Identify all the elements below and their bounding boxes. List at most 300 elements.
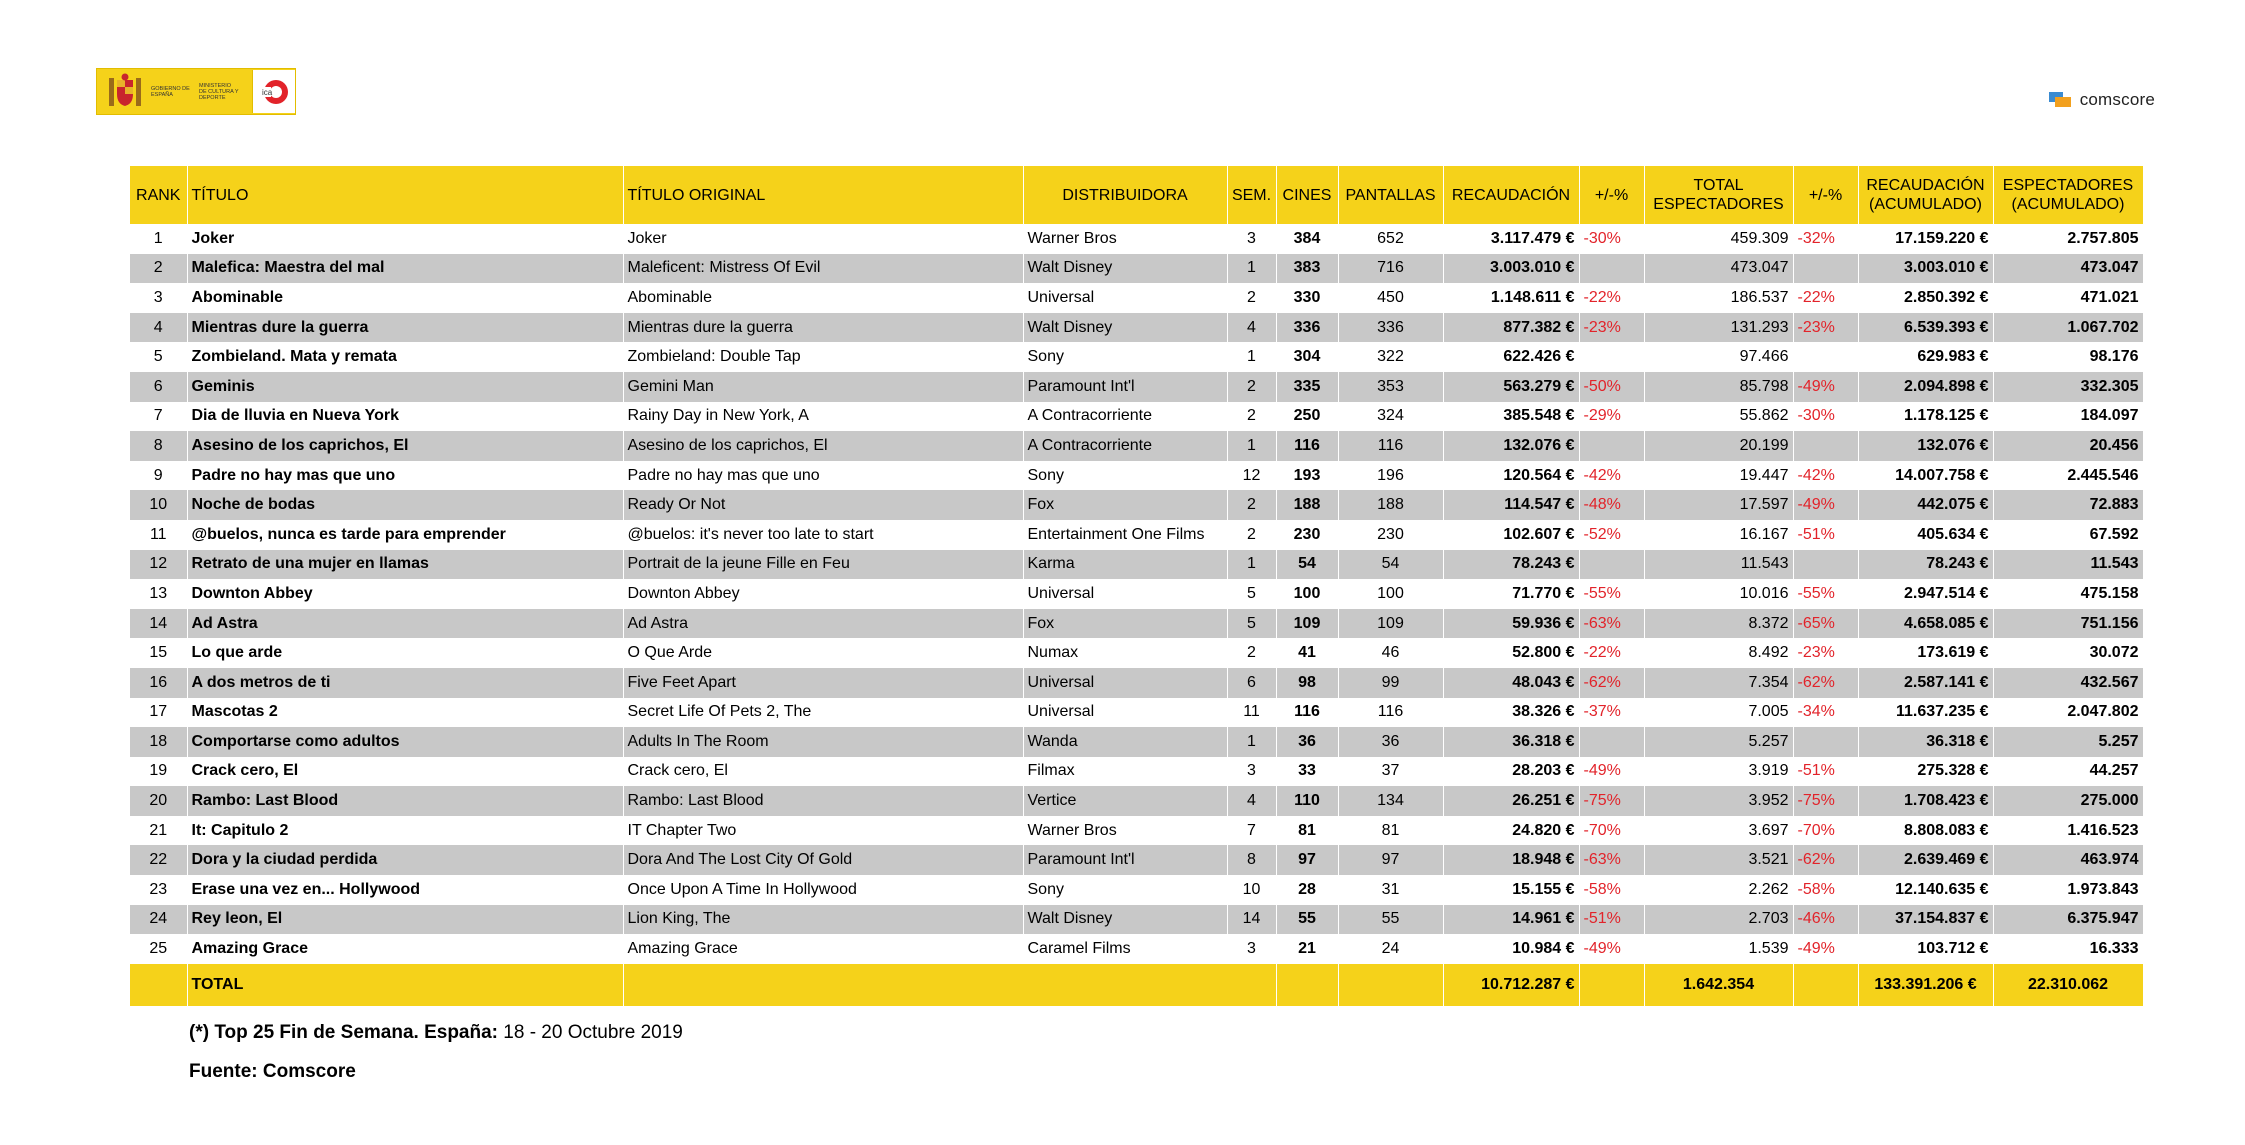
row-recaudacion-acumulado: 173.619 € — [1858, 638, 1993, 668]
row-titulo: Lo que arde — [187, 638, 623, 668]
row-pct-recaudacion: -49% — [1579, 757, 1644, 787]
row-rank: 8 — [130, 431, 187, 461]
row-distribuidora: Warner Bros — [1023, 224, 1227, 254]
row-pantallas: 97 — [1338, 845, 1443, 875]
row-espectadores-acumulado: 67.592 — [1993, 520, 2143, 550]
row-rank: 16 — [130, 668, 187, 698]
row-pct-espectadores: -30% — [1793, 402, 1858, 432]
row-pantallas: 353 — [1338, 372, 1443, 402]
row-rank: 23 — [130, 875, 187, 905]
row-recaudacion: 1.148.611 € — [1443, 283, 1579, 313]
row-pantallas: 230 — [1338, 520, 1443, 550]
row-titulo: Noche de bodas — [187, 490, 623, 520]
row-titulo: Mientras dure la guerra — [187, 313, 623, 343]
total-espectadores: 1.642.354 — [1644, 964, 1793, 1006]
row-espectadores-acumulado: 473.047 — [1993, 254, 2143, 284]
row-recaudacion: 132.076 € — [1443, 431, 1579, 461]
row-recaudacion-acumulado: 17.159.220 € — [1858, 224, 1993, 254]
row-titulo: Joker — [187, 224, 623, 254]
row-titulo-original: Five Feet Apart — [623, 668, 1023, 698]
total-label: TOTAL — [187, 964, 623, 1006]
row-distribuidora: Universal — [1023, 579, 1227, 609]
row-distribuidora: Fox — [1023, 609, 1227, 639]
icaa-logo — [252, 70, 295, 113]
row-cines: 335 — [1276, 372, 1338, 402]
row-pantallas: 716 — [1338, 254, 1443, 284]
row-pct-espectadores: -23% — [1793, 313, 1858, 343]
row-titulo-original: Once Upon A Time In Hollywood — [623, 875, 1023, 905]
row-pantallas: 24 — [1338, 934, 1443, 964]
period-note-label: (*) Top 25 Fin de Semana. España: — [189, 1022, 498, 1043]
table-row — [130, 727, 2143, 757]
table-row — [130, 372, 2143, 402]
row-recaudacion-acumulado: 36.318 € — [1858, 727, 1993, 757]
col-distribuidora: DISTRIBUIDORA — [1023, 166, 1227, 224]
row-sem: 11 — [1227, 698, 1276, 728]
row-pantallas: 46 — [1338, 638, 1443, 668]
table-row — [130, 609, 2143, 639]
row-sem: 3 — [1227, 224, 1276, 254]
row-espectadores: 55.862 — [1644, 402, 1793, 432]
gobierno-label: GOBIERNO DE ESPAÑA — [151, 85, 190, 98]
col-espectadores-acumulado-line1: ESPECTADORES — [2002, 177, 2134, 194]
row-pantallas: 36 — [1338, 727, 1443, 757]
col-titulo-original: TÍTULO ORIGINAL — [623, 166, 1023, 224]
table-row — [130, 875, 2143, 905]
row-rank: 2 — [130, 254, 187, 284]
row-cines: 28 — [1276, 875, 1338, 905]
row-titulo: Amazing Grace — [187, 934, 623, 964]
row-cines: 304 — [1276, 342, 1338, 372]
table-row — [130, 668, 2143, 698]
row-pantallas: 54 — [1338, 550, 1443, 580]
row-rank: 18 — [130, 727, 187, 757]
row-sem: 3 — [1227, 757, 1276, 787]
row-pantallas: 450 — [1338, 283, 1443, 313]
row-distribuidora: A Contracorriente — [1023, 402, 1227, 432]
row-titulo-original: Joker — [623, 224, 1023, 254]
row-espectadores: 97.466 — [1644, 342, 1793, 372]
row-distribuidora: Universal — [1023, 698, 1227, 728]
row-recaudacion-acumulado: 3.003.010 € — [1858, 254, 1993, 284]
table-row — [130, 845, 2143, 875]
row-pct-espectadores: -65% — [1793, 609, 1858, 639]
row-pct-espectadores — [1793, 727, 1858, 757]
row-titulo: Erase una vez en... Hollywood — [187, 875, 623, 905]
row-distribuidora: Walt Disney — [1023, 313, 1227, 343]
row-recaudacion: 36.318 € — [1443, 727, 1579, 757]
row-pantallas: 109 — [1338, 609, 1443, 639]
row-espectadores: 8.372 — [1644, 609, 1793, 639]
row-titulo-original: Rainy Day in New York, A — [623, 402, 1023, 432]
row-pantallas: 652 — [1338, 224, 1443, 254]
box-office-table — [130, 166, 2144, 1006]
row-rank: 25 — [130, 934, 187, 964]
table-row — [130, 461, 2143, 491]
row-pct-recaudacion: -55% — [1579, 579, 1644, 609]
row-titulo-original: Lion King, The — [623, 905, 1023, 935]
row-recaudacion: 3.003.010 € — [1443, 254, 1579, 284]
comscore-label: comscore — [2079, 90, 2155, 109]
row-sem: 12 — [1227, 461, 1276, 491]
row-titulo-original: Portrait de la jeune Fille en Feu — [623, 550, 1023, 580]
row-recaudacion: 38.326 € — [1443, 698, 1579, 728]
row-titulo-original: Adults In The Room — [623, 727, 1023, 757]
row-pct-espectadores — [1793, 431, 1858, 461]
row-sem: 4 — [1227, 313, 1276, 343]
row-rank: 24 — [130, 905, 187, 935]
row-recaudacion: 14.961 € — [1443, 905, 1579, 935]
row-titulo: A dos metros de ti — [187, 668, 623, 698]
row-distribuidora: Universal — [1023, 283, 1227, 313]
row-recaudacion-acumulado: 1.178.125 € — [1858, 402, 1993, 432]
row-titulo: Crack cero, El — [187, 757, 623, 787]
row-pct-recaudacion: -49% — [1579, 934, 1644, 964]
row-cines: 33 — [1276, 757, 1338, 787]
row-espectadores: 8.492 — [1644, 638, 1793, 668]
row-sem: 2 — [1227, 520, 1276, 550]
row-pct-espectadores: -51% — [1793, 520, 1858, 550]
row-recaudacion: 15.155 € — [1443, 875, 1579, 905]
row-pct-espectadores: -51% — [1793, 757, 1858, 787]
row-titulo-original: @buelos: it's never too late to start — [623, 520, 1023, 550]
row-pct-espectadores — [1793, 254, 1858, 284]
row-rank: 21 — [130, 816, 187, 846]
row-espectadores-acumulado: 332.305 — [1993, 372, 2143, 402]
row-distribuidora: Warner Bros — [1023, 816, 1227, 846]
row-titulo: Downton Abbey — [187, 579, 623, 609]
row-espectadores-acumulado: 432.567 — [1993, 668, 2143, 698]
col-total-espectadores-line2: ESPECTADORES — [1653, 196, 1784, 213]
row-pct-recaudacion: -51% — [1579, 905, 1644, 935]
row-pantallas: 324 — [1338, 402, 1443, 432]
row-titulo-original: O Que Arde — [623, 638, 1023, 668]
row-sem: 2 — [1227, 638, 1276, 668]
row-espectadores: 85.798 — [1644, 372, 1793, 402]
row-sem: 3 — [1227, 934, 1276, 964]
row-recaudacion-acumulado: 8.808.083 € — [1858, 816, 1993, 846]
row-cines: 330 — [1276, 283, 1338, 313]
row-titulo-original: Ad Astra — [623, 609, 1023, 639]
row-cines: 230 — [1276, 520, 1338, 550]
row-recaudacion-acumulado: 6.539.393 € — [1858, 313, 1993, 343]
col-recaudacion-acumulado-line1: RECAUDACIÓN — [1866, 177, 1985, 194]
row-rank: 12 — [130, 550, 187, 580]
row-espectadores-acumulado: 751.156 — [1993, 609, 2143, 639]
row-titulo: Ad Astra — [187, 609, 623, 639]
row-recaudacion-acumulado: 103.712 € — [1858, 934, 1993, 964]
row-espectadores: 459.309 — [1644, 224, 1793, 254]
row-pantallas: 81 — [1338, 816, 1443, 846]
row-pct-recaudacion: -52% — [1579, 520, 1644, 550]
row-sem: 5 — [1227, 579, 1276, 609]
row-distribuidora: Entertainment One Films — [1023, 520, 1227, 550]
col-pct-recaudacion: +/-% — [1579, 166, 1644, 224]
row-cines: 36 — [1276, 727, 1338, 757]
row-sem: 2 — [1227, 490, 1276, 520]
row-sem: 6 — [1227, 668, 1276, 698]
svg-text:ica: ica — [262, 87, 273, 97]
gobierno-ministerio-logo — [96, 68, 296, 115]
row-rank: 3 — [130, 283, 187, 313]
row-rank: 6 — [130, 372, 187, 402]
row-recaudacion-acumulado: 629.983 € — [1858, 342, 1993, 372]
row-sem: 8 — [1227, 845, 1276, 875]
total-recaudacion: 10.712.287 € — [1443, 964, 1579, 1006]
row-recaudacion-acumulado: 1.708.423 € — [1858, 786, 1993, 816]
table-row — [130, 638, 2143, 668]
row-cines: 97 — [1276, 845, 1338, 875]
row-cines: 336 — [1276, 313, 1338, 343]
row-recaudacion-acumulado: 2.639.469 € — [1858, 845, 1993, 875]
col-recaudacion: RECAUDACIÓN — [1443, 166, 1579, 224]
table-row — [130, 934, 2143, 964]
period-note-dates: 18 - 20 Octubre 2019 — [503, 1022, 683, 1043]
row-rank: 1 — [130, 224, 187, 254]
row-pct-espectadores: -34% — [1793, 698, 1858, 728]
row-pct-espectadores: -49% — [1793, 490, 1858, 520]
row-sem: 2 — [1227, 283, 1276, 313]
row-recaudacion-acumulado: 405.634 € — [1858, 520, 1993, 550]
row-espectadores: 7.005 — [1644, 698, 1793, 728]
row-recaudacion-acumulado: 132.076 € — [1858, 431, 1993, 461]
row-distribuidora: Paramount Int'l — [1023, 372, 1227, 402]
row-titulo: Zombieland. Mata y remata — [187, 342, 623, 372]
row-pct-recaudacion — [1579, 727, 1644, 757]
row-sem: 4 — [1227, 786, 1276, 816]
row-espectadores-acumulado: 5.257 — [1993, 727, 2143, 757]
row-espectadores-acumulado: 44.257 — [1993, 757, 2143, 787]
row-distribuidora: Walt Disney — [1023, 254, 1227, 284]
row-cines: 250 — [1276, 402, 1338, 432]
row-espectadores-acumulado: 98.176 — [1993, 342, 2143, 372]
row-recaudacion: 18.948 € — [1443, 845, 1579, 875]
col-total-espectadores-line1: TOTAL — [1693, 177, 1744, 194]
row-rank: 13 — [130, 579, 187, 609]
row-rank: 15 — [130, 638, 187, 668]
row-pct-recaudacion: -23% — [1579, 313, 1644, 343]
row-cines: 383 — [1276, 254, 1338, 284]
row-pct-espectadores: -70% — [1793, 816, 1858, 846]
row-recaudacion-acumulado: 12.140.635 € — [1858, 875, 1993, 905]
row-recaudacion: 71.770 € — [1443, 579, 1579, 609]
row-rank: 9 — [130, 461, 187, 491]
row-pantallas: 116 — [1338, 431, 1443, 461]
row-cines: 110 — [1276, 786, 1338, 816]
row-pct-espectadores: -49% — [1793, 372, 1858, 402]
table-row — [130, 283, 2143, 313]
table-row — [130, 905, 2143, 935]
row-espectadores: 2.262 — [1644, 875, 1793, 905]
row-recaudacion-acumulado: 2.850.392 € — [1858, 283, 1993, 313]
row-pct-espectadores: -75% — [1793, 786, 1858, 816]
row-cines: 100 — [1276, 579, 1338, 609]
row-rank: 11 — [130, 520, 187, 550]
row-recaudacion: 10.984 € — [1443, 934, 1579, 964]
row-pantallas: 116 — [1338, 698, 1443, 728]
row-sem: 5 — [1227, 609, 1276, 639]
row-cines: 55 — [1276, 905, 1338, 935]
row-rank: 10 — [130, 490, 187, 520]
row-pct-espectadores: -49% — [1793, 934, 1858, 964]
row-recaudacion-acumulado: 442.075 € — [1858, 490, 1993, 520]
row-rank: 22 — [130, 845, 187, 875]
row-sem: 1 — [1227, 254, 1276, 284]
row-rank: 4 — [130, 313, 187, 343]
row-espectadores-acumulado: 471.021 — [1993, 283, 2143, 313]
row-espectadores-acumulado: 463.974 — [1993, 845, 2143, 875]
row-espectadores: 17.597 — [1644, 490, 1793, 520]
table-row — [130, 402, 2143, 432]
row-cines: 98 — [1276, 668, 1338, 698]
row-pct-recaudacion: -63% — [1579, 845, 1644, 875]
row-espectadores: 473.047 — [1644, 254, 1793, 284]
row-recaudacion: 877.382 € — [1443, 313, 1579, 343]
row-pct-recaudacion: -22% — [1579, 283, 1644, 313]
row-rank: 17 — [130, 698, 187, 728]
row-espectadores: 3.919 — [1644, 757, 1793, 787]
row-pct-espectadores: -22% — [1793, 283, 1858, 313]
row-titulo-original: Padre no hay mas que uno — [623, 461, 1023, 491]
row-recaudacion: 48.043 € — [1443, 668, 1579, 698]
row-distribuidora: Fox — [1023, 490, 1227, 520]
ministerio-label: MINISTERIO DE CULTURA Y DEPORTE — [199, 82, 239, 101]
row-espectadores-acumulado: 475.158 — [1993, 579, 2143, 609]
row-recaudacion-acumulado: 4.658.085 € — [1858, 609, 1993, 639]
col-espectadores-acumulado-line2: (ACUMULADO) — [2011, 196, 2125, 213]
row-titulo-original: Maleficent: Mistress Of Evil — [623, 254, 1023, 284]
table-row — [130, 224, 2143, 254]
row-cines: 41 — [1276, 638, 1338, 668]
row-pct-recaudacion: -70% — [1579, 816, 1644, 846]
row-recaudacion: 385.548 € — [1443, 402, 1579, 432]
row-pct-espectadores: -32% — [1793, 224, 1858, 254]
row-recaudacion: 26.251 € — [1443, 786, 1579, 816]
table-row — [130, 786, 2143, 816]
col-rank: RANK — [130, 166, 187, 224]
row-espectadores: 10.016 — [1644, 579, 1793, 609]
row-recaudacion-acumulado: 11.637.235 € — [1858, 698, 1993, 728]
row-recaudacion-acumulado: 2.947.514 € — [1858, 579, 1993, 609]
row-pct-recaudacion: -37% — [1579, 698, 1644, 728]
row-pct-espectadores: -55% — [1793, 579, 1858, 609]
row-pantallas: 55 — [1338, 905, 1443, 935]
row-espectadores-acumulado: 1.067.702 — [1993, 313, 2143, 343]
row-titulo-original: Secret Life Of Pets 2, The — [623, 698, 1023, 728]
table-total-row — [130, 964, 2143, 1006]
row-sem: 1 — [1227, 550, 1276, 580]
row-espectadores-acumulado: 1.416.523 — [1993, 816, 2143, 846]
row-cines: 384 — [1276, 224, 1338, 254]
row-distribuidora: Paramount Int'l — [1023, 845, 1227, 875]
row-espectadores-acumulado: 16.333 — [1993, 934, 2143, 964]
row-titulo: It: Capitulo 2 — [187, 816, 623, 846]
row-titulo-original: Crack cero, El — [623, 757, 1023, 787]
row-pantallas: 37 — [1338, 757, 1443, 787]
row-pct-espectadores: -62% — [1793, 668, 1858, 698]
row-cines: 54 — [1276, 550, 1338, 580]
row-pantallas: 322 — [1338, 342, 1443, 372]
col-sem: SEM. — [1227, 166, 1276, 224]
row-espectadores: 3.697 — [1644, 816, 1793, 846]
row-pct-espectadores: -42% — [1793, 461, 1858, 491]
row-sem: 10 — [1227, 875, 1276, 905]
row-cines: 109 — [1276, 609, 1338, 639]
row-rank: 7 — [130, 402, 187, 432]
row-pct-recaudacion — [1579, 550, 1644, 580]
row-distribuidora: Vertice — [1023, 786, 1227, 816]
row-recaudacion: 24.820 € — [1443, 816, 1579, 846]
col-pct-espectadores: +/-% — [1793, 166, 1858, 224]
row-recaudacion-acumulado: 78.243 € — [1858, 550, 1993, 580]
row-distribuidora: Universal — [1023, 668, 1227, 698]
row-titulo: Padre no hay mas que uno — [187, 461, 623, 491]
col-recaudacion-acumulado-line2: (ACUMULADO) — [1869, 196, 1982, 213]
row-pct-espectadores: -62% — [1793, 845, 1858, 875]
row-recaudacion-acumulado: 275.328 € — [1858, 757, 1993, 787]
row-distribuidora: Karma — [1023, 550, 1227, 580]
row-espectadores-acumulado: 2.757.805 — [1993, 224, 2143, 254]
row-espectadores-acumulado: 20.456 — [1993, 431, 2143, 461]
row-pct-espectadores: -46% — [1793, 905, 1858, 935]
row-espectadores-acumulado: 2.047.802 — [1993, 698, 2143, 728]
row-titulo: Dia de lluvia en Nueva York — [187, 402, 623, 432]
row-titulo-original: Gemini Man — [623, 372, 1023, 402]
row-titulo: Abominable — [187, 283, 623, 313]
row-cines: 188 — [1276, 490, 1338, 520]
row-titulo-original: Mientras dure la guerra — [623, 313, 1023, 343]
row-recaudacion-acumulado: 37.154.837 € — [1858, 905, 1993, 935]
row-pantallas: 196 — [1338, 461, 1443, 491]
row-pct-recaudacion: -48% — [1579, 490, 1644, 520]
row-titulo-original: Ready Or Not — [623, 490, 1023, 520]
comscore-mark-icon — [2049, 92, 2073, 108]
coat-of-arms-icon — [105, 72, 145, 111]
table-row — [130, 579, 2143, 609]
row-pct-espectadores — [1793, 342, 1858, 372]
table-row — [130, 757, 2143, 787]
row-espectadores: 131.293 — [1644, 313, 1793, 343]
row-titulo: Rambo: Last Blood — [187, 786, 623, 816]
source-note: Fuente: Comscore — [189, 1061, 356, 1082]
row-distribuidora: A Contracorriente — [1023, 431, 1227, 461]
row-rank: 19 — [130, 757, 187, 787]
row-pantallas: 336 — [1338, 313, 1443, 343]
table-row — [130, 520, 2143, 550]
table-row — [130, 342, 2143, 372]
row-sem: 1 — [1227, 431, 1276, 461]
row-recaudacion-acumulado: 14.007.758 € — [1858, 461, 1993, 491]
table-row — [130, 816, 2143, 846]
row-recaudacion-acumulado: 2.094.898 € — [1858, 372, 1993, 402]
row-pantallas: 100 — [1338, 579, 1443, 609]
row-titulo: @buelos, nunca es tarde para emprender — [187, 520, 623, 550]
row-espectadores-acumulado: 275.000 — [1993, 786, 2143, 816]
row-recaudacion-acumulado: 2.587.141 € — [1858, 668, 1993, 698]
row-espectadores: 1.539 — [1644, 934, 1793, 964]
row-pct-recaudacion: -50% — [1579, 372, 1644, 402]
row-recaudacion: 102.607 € — [1443, 520, 1579, 550]
table-row — [130, 550, 2143, 580]
row-pantallas: 99 — [1338, 668, 1443, 698]
row-titulo: Asesino de los caprichos, El — [187, 431, 623, 461]
row-pct-recaudacion — [1579, 431, 1644, 461]
row-pct-espectadores: -58% — [1793, 875, 1858, 905]
row-rank: 14 — [130, 609, 187, 639]
row-cines: 193 — [1276, 461, 1338, 491]
row-titulo-original: Rambo: Last Blood — [623, 786, 1023, 816]
row-recaudacion: 114.547 € — [1443, 490, 1579, 520]
